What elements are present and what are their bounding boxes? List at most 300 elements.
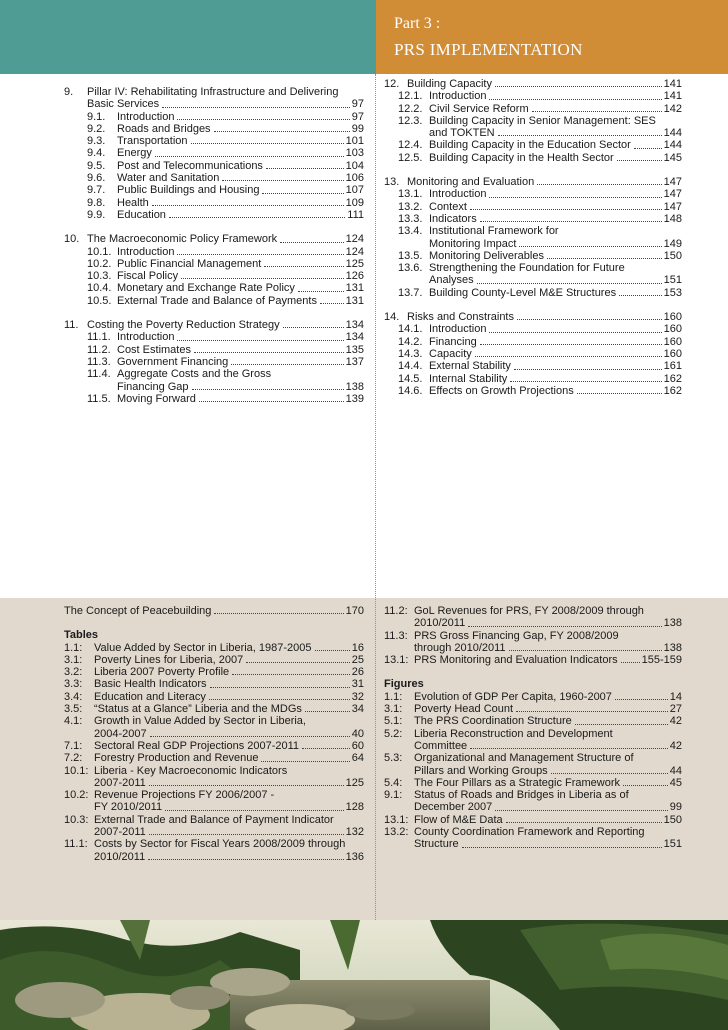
entry-title: Education and Literacy — [94, 690, 206, 703]
dot-leader — [214, 613, 343, 614]
toc-entry[interactable] — [64, 246, 364, 258]
page-number: 128 — [345, 801, 364, 814]
dot-leader — [192, 389, 344, 390]
toc-entry-line — [87, 270, 364, 282]
entry-text — [117, 356, 346, 368]
page-number: 101 — [345, 135, 364, 148]
entry-text — [117, 295, 346, 307]
entry-title: County Coordination Framework and Reporting — [414, 826, 645, 839]
dot-leader — [177, 254, 343, 255]
toc-entry[interactable] — [64, 123, 364, 135]
dot-leader — [152, 205, 344, 206]
toc-entry-line — [398, 139, 682, 151]
toc-entry-line — [64, 86, 364, 98]
page-number: 150 — [663, 249, 682, 262]
dot-leader — [495, 86, 662, 87]
toc-entry-line — [384, 765, 682, 777]
page-number: 131 — [345, 282, 364, 295]
dot-leader — [280, 242, 344, 243]
toc-entry[interactable] — [384, 654, 682, 666]
entry-title: Building County-Level M&E Structures — [429, 286, 617, 299]
entry-title: Indicators — [429, 212, 477, 225]
entry-number: 3.3: — [64, 678, 83, 691]
page-number: 141 — [663, 90, 682, 103]
toc-entry[interactable] — [384, 777, 682, 789]
page-number: 132 — [345, 826, 364, 839]
entry-number: 9.1: — [384, 789, 403, 802]
toc-entry[interactable] — [64, 814, 364, 839]
dot-leader — [246, 662, 350, 663]
toc-entry[interactable] — [384, 336, 682, 348]
page-number: 107 — [345, 184, 364, 197]
page-number: 44 — [669, 764, 682, 777]
page-number: 147 — [663, 188, 682, 201]
dot-leader — [177, 119, 349, 120]
entry-text — [117, 123, 352, 135]
toc-entry[interactable] — [384, 715, 682, 727]
toc-entry[interactable] — [64, 356, 364, 368]
toc-entry-line — [64, 765, 364, 777]
entry-text — [429, 201, 664, 213]
entry-title: Capacity — [429, 347, 472, 360]
entry-text — [94, 691, 352, 703]
dot-leader — [514, 369, 662, 370]
entry-number: 9.3. — [87, 135, 106, 148]
toc-entry[interactable] — [64, 209, 364, 221]
toc-entry[interactable] — [384, 605, 682, 630]
toc-entry[interactable] — [64, 715, 364, 740]
header-teal-block — [0, 0, 376, 74]
entry-text — [414, 740, 670, 752]
toc-entry-line — [384, 691, 682, 703]
toc-entry[interactable] — [64, 331, 364, 343]
entry-number: 9.5. — [87, 159, 106, 172]
entry-title: Forestry Production and Revenue — [94, 752, 259, 765]
toc-entry[interactable] — [384, 630, 682, 655]
entry-number: 14.1. — [398, 323, 423, 336]
toc-entry[interactable] — [384, 348, 682, 360]
entry-number: 5.4: — [384, 776, 403, 789]
toc-entry[interactable] — [64, 86, 364, 111]
page-number: 126 — [345, 270, 364, 283]
page-number: 134 — [345, 319, 364, 332]
entry-title: Monetary and Exchange Rate Policy — [117, 282, 295, 295]
entry-number: 13.2. — [398, 200, 423, 213]
entry-number: 13.1: — [384, 654, 409, 667]
toc-entry[interactable] — [64, 184, 364, 196]
dot-leader — [232, 674, 350, 675]
toc-entry-line — [64, 777, 364, 789]
entry-title: Government Financing — [117, 355, 229, 368]
entry-text — [117, 282, 346, 294]
toc-entry-line — [64, 605, 364, 617]
toc-entry[interactable] — [64, 160, 364, 172]
entry-text — [429, 103, 664, 115]
dot-leader — [519, 246, 661, 247]
toc-entry[interactable] — [384, 691, 682, 703]
toc-entry[interactable] — [64, 642, 364, 654]
entry-text — [407, 78, 664, 90]
entry-number: 12.3. — [398, 114, 423, 127]
toc-entry[interactable] — [384, 814, 682, 826]
page-number: 45 — [669, 776, 682, 789]
dot-leader — [621, 662, 640, 663]
toc-entry[interactable] — [64, 740, 364, 752]
page-number: 153 — [663, 286, 682, 299]
entry-text — [414, 777, 670, 789]
entry-title: Transportation — [117, 135, 188, 148]
toc-entry[interactable] — [384, 703, 682, 715]
toc-entry[interactable] — [64, 147, 364, 159]
dot-leader — [148, 859, 343, 860]
dot-leader — [191, 143, 344, 144]
entry-text — [429, 373, 664, 385]
entry-number: 9.9. — [87, 208, 106, 221]
entry-title: Costing the Poverty Reduction Strategy — [87, 319, 280, 332]
toc-entry[interactable] — [64, 678, 364, 690]
spacer — [384, 666, 682, 678]
dot-leader — [489, 99, 661, 100]
entry-title: Liberia - Key Macroeconomic Indicators — [94, 764, 288, 777]
toc-entry[interactable] — [64, 270, 364, 282]
toc-entry[interactable] — [384, 176, 682, 188]
entry-text — [414, 765, 670, 777]
part-label: Part 3 : — [394, 15, 441, 32]
entry-title: Evolution of GDP Per Capita, 1960-2007 — [414, 690, 612, 703]
dot-leader — [194, 352, 344, 353]
entry-title: Growth in Value Added by Sector in Liberia, — [94, 715, 306, 728]
toc-entry[interactable] — [384, 139, 682, 151]
dot-leader — [547, 258, 662, 259]
dot-leader — [214, 131, 350, 132]
entry-title-continued: Pillars and Working Groups — [414, 764, 548, 777]
toc-entry[interactable] — [384, 213, 682, 225]
page-number: 137 — [345, 355, 364, 368]
dot-leader — [551, 773, 668, 774]
entry-number: 3.4: — [64, 690, 83, 703]
toc-entry-line — [87, 258, 364, 270]
entry-title: Poverty Lines for Liberia, 2007 — [94, 653, 244, 666]
entry-number: 10.3: — [64, 813, 89, 826]
entry-title-continued: 2004-2007 — [94, 727, 147, 740]
entry-text — [117, 111, 352, 123]
entry-text — [117, 197, 346, 209]
section-heading: Tables — [64, 629, 99, 642]
page-number: 131 — [345, 294, 364, 307]
entry-text — [94, 728, 352, 740]
toc-entry[interactable] — [64, 135, 364, 147]
toc-entry-line — [64, 233, 364, 245]
entry-text — [429, 360, 664, 372]
toc-entry[interactable] — [384, 78, 682, 90]
toc-entry-line — [384, 838, 682, 850]
toc-entry-line — [398, 360, 682, 372]
page-number: 138 — [663, 641, 682, 654]
toc-entry[interactable] — [64, 368, 364, 393]
entry-text — [429, 287, 664, 299]
toc-entry[interactable] — [64, 172, 364, 184]
dot-leader — [509, 650, 662, 651]
toc-entry-line — [384, 703, 682, 715]
entry-title: Poverty Head Count — [414, 703, 514, 716]
toc-entry[interactable] — [64, 282, 364, 294]
toc-entry[interactable] — [384, 360, 682, 372]
toc-entry[interactable] — [384, 103, 682, 115]
dot-leader — [623, 785, 668, 786]
toc-entry[interactable] — [384, 323, 682, 335]
toc-entry[interactable] — [64, 111, 364, 123]
toc-entry[interactable] — [64, 393, 364, 405]
toc-entry[interactable] — [384, 385, 682, 397]
dot-leader — [516, 711, 668, 712]
page-number: 160 — [663, 311, 682, 324]
entry-text — [94, 642, 352, 654]
entry-number: 7.2: — [64, 752, 83, 765]
toc-entry[interactable] — [384, 90, 682, 102]
toc-entry[interactable] — [64, 666, 364, 678]
toc-entry-line — [64, 752, 364, 764]
entry-title-continued: Structure — [414, 838, 459, 851]
dot-leader — [575, 724, 668, 725]
entry-number: 13.2: — [384, 826, 409, 839]
toc-entry[interactable] — [384, 728, 682, 753]
toc-entry[interactable] — [64, 838, 364, 863]
dot-leader — [149, 785, 344, 786]
spacer — [384, 164, 682, 176]
lists-right-column — [384, 605, 682, 851]
toc-entry-line — [398, 262, 682, 274]
toc-entry-line — [87, 111, 364, 123]
entry-number: 11.2. — [87, 343, 111, 356]
entry-text — [117, 393, 346, 405]
dot-leader — [495, 810, 667, 811]
entry-text — [414, 801, 670, 813]
entry-title: Building Capacity — [407, 78, 492, 90]
page-number: 31 — [351, 678, 364, 691]
dot-leader — [475, 356, 662, 357]
toc-entry-line — [64, 838, 364, 850]
toc-entry[interactable] — [384, 287, 682, 299]
toc-entry-line — [64, 666, 364, 678]
entry-text — [414, 642, 664, 654]
toc-entry-line — [64, 642, 364, 654]
toc-entry[interactable] — [64, 258, 364, 270]
entry-number: 1.1: — [384, 690, 403, 703]
dot-leader — [517, 319, 662, 320]
entry-title: External Stability — [429, 360, 511, 373]
toc-entry[interactable] — [64, 295, 364, 307]
toc-entry[interactable] — [384, 152, 682, 164]
entry-text — [94, 801, 346, 813]
entry-text — [117, 270, 346, 282]
page-number: 125 — [345, 776, 364, 789]
entry-number: 10.4. — [87, 282, 112, 295]
page-number: 124 — [345, 233, 364, 246]
dot-leader — [462, 847, 662, 848]
toc-entry-line — [384, 311, 682, 323]
toc-entry[interactable] — [64, 344, 364, 356]
entry-text — [94, 678, 352, 690]
entry-text — [94, 703, 352, 715]
toc-entry-line — [64, 801, 364, 813]
toc-entry[interactable] — [64, 319, 364, 331]
entry-text — [94, 666, 352, 678]
entry-text — [117, 160, 346, 172]
entry-number: 13.1: — [384, 813, 409, 826]
dot-leader — [470, 209, 662, 210]
toc-entry-line — [87, 246, 364, 258]
toc-entry-line — [398, 250, 682, 262]
toc-entry-line — [398, 188, 682, 200]
page-number: 134 — [345, 331, 364, 344]
toc-entry-line — [384, 630, 682, 642]
dot-leader — [477, 283, 662, 284]
entry-title: Liberia Reconstruction and Development — [414, 727, 613, 740]
toc-entry[interactable] — [384, 188, 682, 200]
entry-number: 10.2. — [87, 257, 112, 270]
entry-text — [429, 274, 664, 286]
toc-entry[interactable] — [64, 789, 364, 814]
spacer — [64, 307, 364, 319]
toc-entry[interactable] — [384, 752, 682, 777]
dot-leader — [209, 699, 350, 700]
page-number: 147 — [663, 200, 682, 213]
dot-leader — [302, 748, 350, 749]
entry-title: Introduction — [117, 110, 175, 123]
toc-entry-line — [398, 213, 682, 225]
toc-entry-line — [87, 381, 364, 393]
toc-entry[interactable] — [384, 115, 682, 140]
toc-entry[interactable] — [384, 250, 682, 262]
toc-entry-line — [87, 356, 364, 368]
page-number: 32 — [351, 690, 364, 703]
entry-title: “Status at a Glance” Liberia and the MDGs — [94, 703, 302, 716]
entry-number: 9.7. — [87, 184, 106, 197]
dot-leader — [262, 193, 343, 194]
entry-text — [64, 605, 346, 617]
entry-number: 10. — [64, 233, 83, 246]
toc-entry-line — [64, 654, 364, 666]
dot-leader — [264, 266, 343, 267]
entry-title: The Macroeconomic Policy Framework — [87, 233, 278, 246]
page-number: 34 — [351, 703, 364, 716]
entry-number: 12.4. — [398, 139, 423, 152]
entry-text — [429, 213, 664, 225]
toc-entry-line — [384, 176, 682, 188]
entry-text — [87, 319, 346, 331]
entry-number: 14.5. — [398, 372, 423, 385]
dot-leader — [315, 650, 350, 651]
dot-leader — [266, 168, 344, 169]
toc-entry[interactable] — [64, 605, 364, 617]
entry-text — [429, 139, 664, 151]
toc-entry-line — [398, 152, 682, 164]
page-number: 97 — [351, 110, 364, 123]
toc-entry-line — [87, 209, 364, 221]
entry-number: 11.4. — [87, 368, 111, 381]
toc-entry[interactable] — [384, 262, 682, 287]
toc-entry-line — [64, 715, 364, 727]
toc-entry[interactable] — [64, 197, 364, 209]
dot-leader — [537, 184, 661, 185]
entry-title: Introduction — [429, 323, 487, 336]
toc-entry[interactable] — [64, 233, 364, 245]
toc-entry-line — [87, 160, 364, 172]
toc-entry-line — [384, 728, 682, 740]
section-heading: Figures — [384, 678, 424, 691]
entry-title-continued: through 2010/2011 — [414, 641, 506, 654]
entry-title: Basic Health Indicators — [94, 678, 207, 691]
toc-entry[interactable] — [384, 311, 682, 323]
entry-number: 10.2: — [64, 789, 89, 802]
entry-title: Civil Service Reform — [429, 102, 529, 115]
entry-number: 10.1. — [87, 245, 112, 258]
toc-entry[interactable] — [64, 654, 364, 666]
page-title: PRS IMPLEMENTATION — [394, 40, 583, 59]
toc-entry[interactable] — [384, 373, 682, 385]
entry-title: Monitoring and Evaluation — [407, 176, 535, 189]
entry-title: Fiscal Policy — [117, 270, 179, 283]
header-title-block — [376, 0, 728, 74]
entry-title: Status of Roads and Bridges in Liberia as of — [414, 789, 629, 802]
entry-number: 9. — [64, 86, 80, 98]
entry-text — [94, 826, 346, 838]
dot-leader — [532, 111, 662, 112]
entry-number: 14.4. — [398, 360, 423, 373]
toc-entry[interactable] — [64, 703, 364, 715]
toc-entry-line — [64, 740, 364, 752]
entry-title-continued: Committee — [414, 739, 468, 752]
toc-entry-line — [384, 814, 682, 826]
toc-entry-line — [384, 789, 682, 801]
page-number: 26 — [351, 666, 364, 679]
entry-number: 12.5. — [398, 151, 423, 164]
entry-number: 9.2. — [87, 122, 106, 135]
toc-entry[interactable] — [64, 752, 364, 764]
toc-entry[interactable] — [64, 691, 364, 703]
entry-title: Internal Stability — [429, 372, 508, 385]
entry-text — [429, 385, 664, 397]
dot-leader — [468, 626, 661, 627]
entry-number: 4.1: — [64, 715, 83, 728]
entry-title-continued: Financing Gap — [117, 380, 189, 393]
page-number: 144 — [663, 139, 682, 152]
entry-title: Introduction — [117, 245, 175, 258]
entry-text — [429, 127, 664, 139]
page-number: 14 — [669, 690, 682, 703]
toc-entry[interactable] — [384, 225, 682, 250]
entry-title: The PRS Coordination Structure — [414, 715, 572, 728]
entry-number: 9.6. — [87, 172, 106, 185]
toc-entry[interactable] — [64, 765, 364, 790]
page-number: 64 — [351, 752, 364, 765]
toc-entry-line — [398, 127, 682, 139]
entry-number: 11.3: — [384, 629, 408, 642]
page-number: 106 — [345, 172, 364, 185]
entry-number: 14.6. — [398, 384, 423, 397]
page-number: 150 — [663, 813, 682, 826]
entry-text — [429, 250, 664, 262]
dot-leader — [305, 711, 350, 712]
page-number: 125 — [345, 257, 364, 270]
entry-text — [94, 777, 346, 789]
page-number: 151 — [663, 838, 682, 851]
toc-entry[interactable] — [384, 789, 682, 814]
toc-entry-line — [87, 123, 364, 135]
toc-entry[interactable] — [384, 826, 682, 851]
toc-entry[interactable] — [384, 201, 682, 213]
entry-title: Water and Sanitation — [117, 172, 220, 185]
